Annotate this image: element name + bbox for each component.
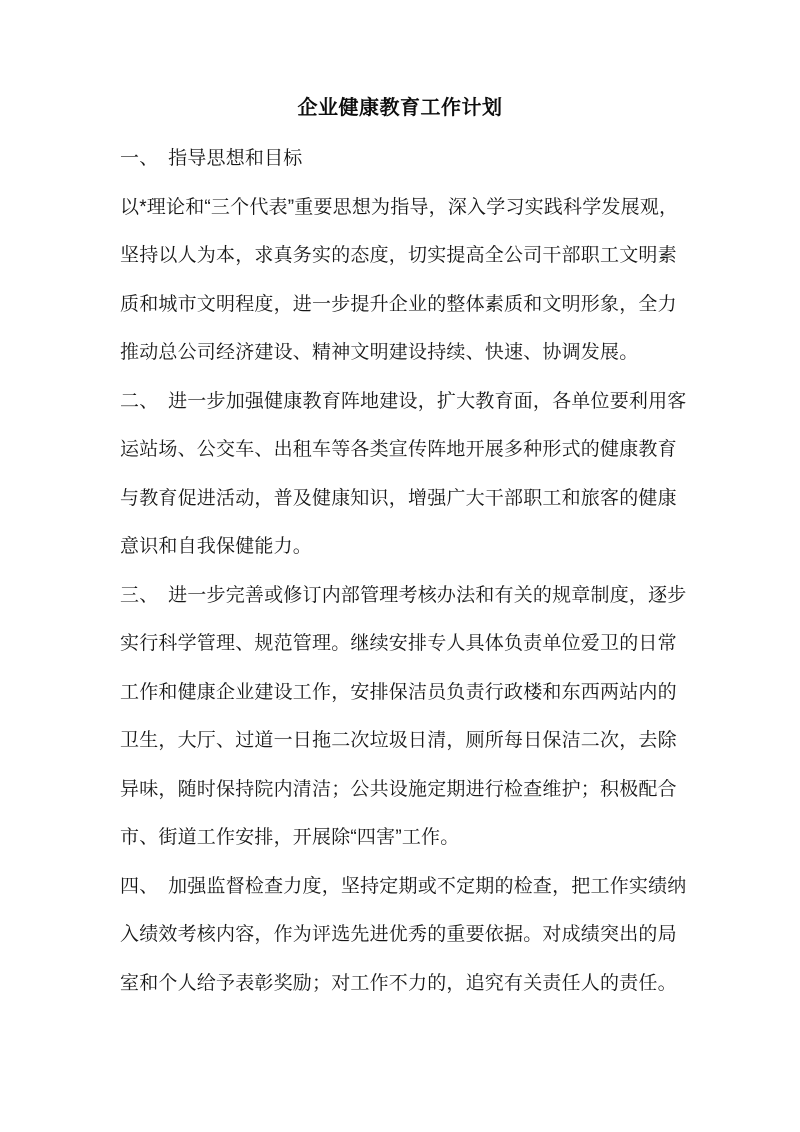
text-line: 以*理论和“三个代表”重要思想为指导，深入学习实践科学发展观， [120,196,679,218]
text-line: 实行科学管理、规范管理。继续安排专人具体负责单位爱卫的日常 [120,633,677,654]
text-line: 工作和健康企业建设工作，安排保洁员负责行政楼和东西两站内的 [120,681,677,703]
text-line: 与教育促进活动，普及健康知识，增强广大干部职工和旅客的健康 [120,487,677,509]
text-line: 运站场、公交车、出租车等各类宣传阵地开展多种形式的健康教育 [120,439,677,460]
text-line: 坚持以人为本，求真务实的态度，切实提高全公司干部职工文明素 [120,245,677,266]
text-line: 意识和自我保健能力。 [120,536,313,557]
text-line: 推动总公司经济建设、精神文明建设持续、快速、协调发展。 [120,342,639,363]
text-line: 异味，随时保持院内清洁；公共设施定期进行检查维护；积极配合 [120,778,677,800]
text-line: 市、街道工作安排，开展除“四害”工作。 [120,827,460,848]
text-line: 入绩效考核内容，作为评选先进优秀的重要依据。对成绩突出的局 [120,924,677,945]
document-body [0,135,800,1008]
text-line: 二、 进一步加强健康教育阵地建设，扩大教育面，各单位要利用客 [120,390,687,412]
text-line: 四、 加强监督检查力度，坚持定期或不定期的检查，把工作实绩纳 [120,875,687,897]
document-title: 企业健康教育工作计划 [297,97,503,119]
text-line: 室和个人给予表彰奖励；对工作不力的，追究有关责任人的责任。 [120,972,677,994]
text-line: 质和城市文明程度，进一步提升企业的整体素质和文明形象，全力 [120,293,677,315]
text-line: 一、 指导思想和目标 [120,148,303,169]
text-line: 三、 进一步完善或修订内部管理考核办法和有关的规章制度，逐步 [120,584,687,606]
text-line: 卫生，大厅、过道一日拖二次垃圾日清，厕所每日保洁二次，去除 [120,730,677,751]
